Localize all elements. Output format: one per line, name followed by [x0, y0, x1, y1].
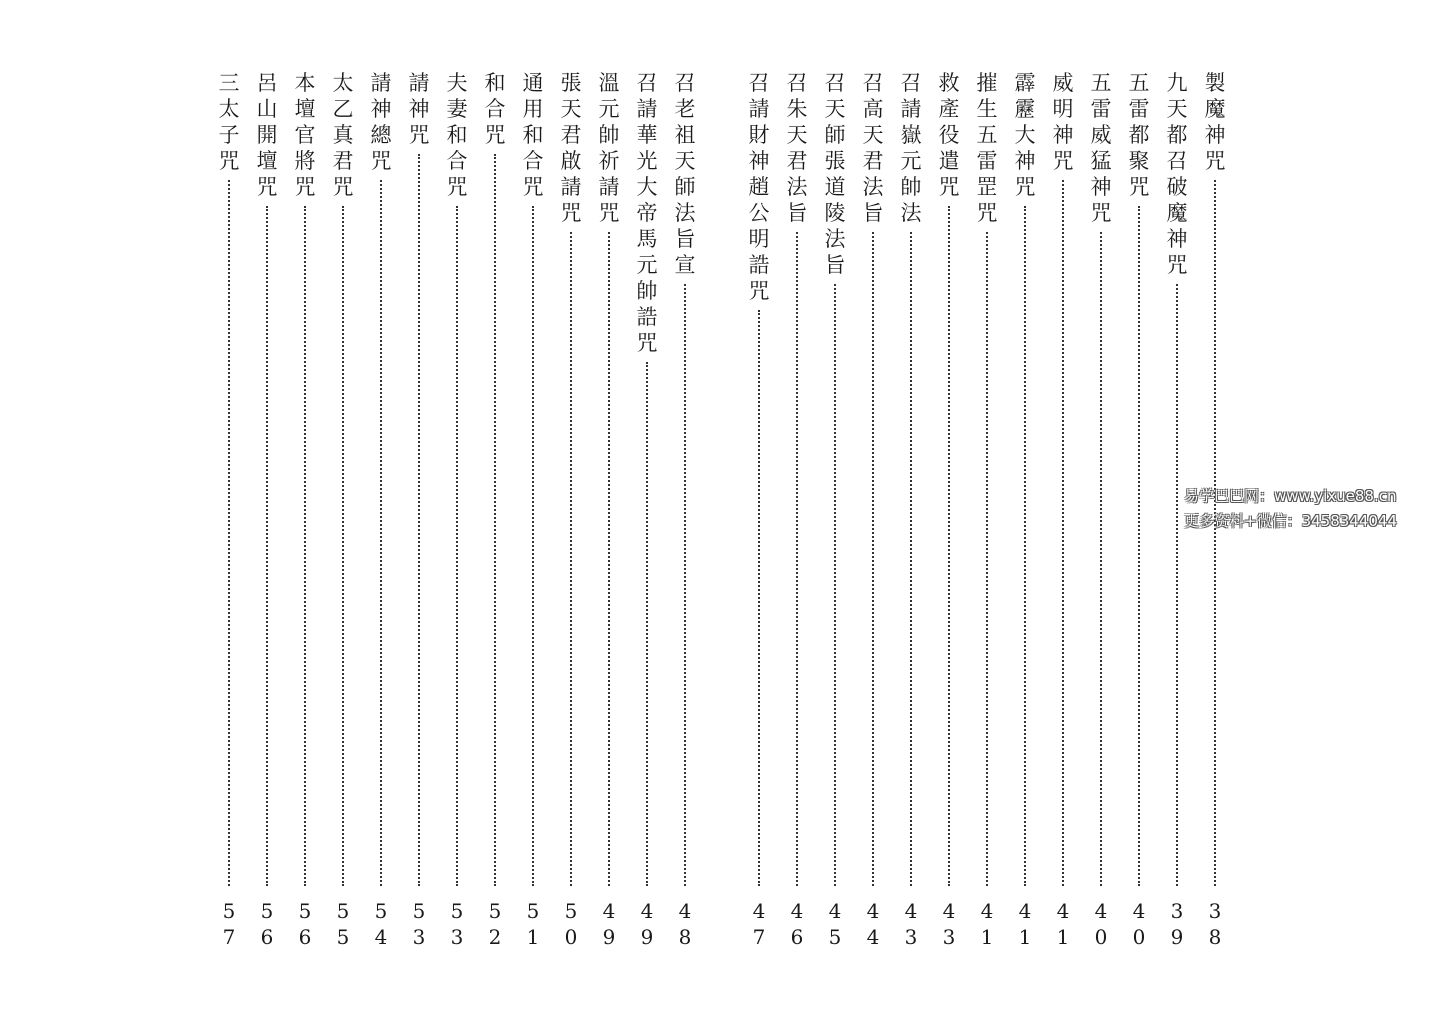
toc-entry	[518, 70, 548, 950]
toc-entry-title: 張 天 君 啟 請 咒	[560, 71, 582, 225]
toc-entry-title: 五 雷 都 聚 咒	[1128, 71, 1150, 199]
toc-entry-page-number: 3 8	[1208, 899, 1222, 949]
toc-entry-page-number: 3 9	[1170, 899, 1184, 949]
toc-entry	[858, 70, 888, 950]
toc-dot-leader	[380, 180, 382, 886]
toc-dot-leader	[758, 310, 760, 886]
toc-dot-leader	[342, 206, 344, 886]
toc-entry	[1124, 70, 1154, 950]
toc-entry-title: 召 請 華 光 大 帝 馬 元 帥 誥 咒	[636, 71, 658, 355]
toc-entry-page-number: 4 9	[602, 899, 616, 949]
toc-entry	[480, 70, 510, 950]
toc-entry	[1010, 70, 1040, 950]
toc-dot-leader	[570, 232, 572, 886]
toc-dot-leader	[872, 232, 874, 886]
toc-entry-page-number: 4 9	[640, 899, 654, 949]
toc-entry-title: 摧 生 五 雷 罡 咒	[976, 71, 998, 225]
toc-entry-page-number: 4 5	[828, 899, 842, 949]
toc-entry-title: 呂 山 開 壇 咒	[256, 71, 278, 199]
toc-entry-page-number: 4 6	[790, 899, 804, 949]
watermark-site: 易学巴巴网：www.yixue88.cn	[1184, 487, 1397, 505]
toc-entry-title: 召 朱 天 君 法 旨	[786, 71, 808, 225]
toc-entry-page-number: 5 6	[298, 899, 312, 949]
toc-dot-leader	[1024, 206, 1026, 886]
toc-entry-title: 和 合 咒	[484, 71, 506, 147]
toc-entry	[366, 70, 396, 950]
toc-entry	[556, 70, 586, 950]
toc-entry	[290, 70, 320, 950]
toc-entry	[1162, 70, 1192, 950]
toc-entry-title: 霹 靂 大 神 咒	[1014, 71, 1036, 199]
toc-entry	[670, 70, 700, 950]
toc-entry-page-number: 4 4	[866, 899, 880, 949]
toc-entry-page-number: 5 0	[564, 899, 578, 949]
toc-entry	[252, 70, 282, 950]
toc-entry	[896, 70, 926, 950]
watermark-contact: 更多资料+微信：3458344044	[1184, 512, 1398, 530]
toc-entry-page-number: 4 1	[1056, 899, 1070, 949]
toc-dot-leader	[948, 206, 950, 886]
toc-entry-page-number: 5 6	[260, 899, 274, 949]
toc-entry-title: 本 壇 官 將 咒	[294, 71, 316, 199]
toc-entry	[328, 70, 358, 950]
toc-entry	[632, 70, 662, 950]
toc-entry-page-number: 5 5	[336, 899, 350, 949]
toc-dot-leader	[228, 180, 230, 886]
toc-entry	[1200, 70, 1230, 950]
toc-dot-leader	[532, 206, 534, 886]
toc-entry	[594, 70, 624, 950]
toc-entry-title: 通 用 和 合 咒	[522, 71, 544, 199]
toc-dot-leader	[910, 232, 912, 886]
toc-dot-leader	[456, 206, 458, 886]
toc-dot-leader	[684, 284, 686, 886]
toc-entry	[820, 70, 850, 950]
toc-dot-leader	[494, 154, 496, 886]
toc-entry-page-number: 4 3	[904, 899, 918, 949]
toc-entry	[934, 70, 964, 950]
toc-entry	[744, 70, 774, 950]
toc-dot-leader	[1100, 232, 1102, 886]
toc-dot-leader	[834, 284, 836, 886]
toc-entry-page-number: 5 3	[450, 899, 464, 949]
toc-entry-title: 三 太 子 咒	[218, 71, 240, 173]
toc-entry-title: 召 高 天 君 法 旨	[862, 71, 884, 225]
toc-dot-leader	[1176, 284, 1178, 886]
toc-entry-title: 召 請 財 神 趙 公 明 誥 咒	[748, 71, 770, 303]
toc-entry	[404, 70, 434, 950]
toc-dot-leader	[266, 206, 268, 886]
toc-dot-leader	[608, 232, 610, 886]
toc-entry-page-number: 4 8	[678, 899, 692, 949]
toc-entry-page-number: 5 7	[222, 899, 236, 949]
toc-entry	[972, 70, 1002, 950]
toc-entry-title: 召 老 祖 天 師 法 旨 宣	[674, 71, 696, 277]
toc-entry-title: 製 魔 神 咒	[1204, 71, 1226, 173]
toc-entry-title: 召 請 嶽 元 帥 法	[900, 71, 922, 225]
toc-dot-leader	[646, 362, 648, 886]
toc-dot-leader	[796, 232, 798, 886]
toc-entry-title: 夫 妻 和 合 咒	[446, 71, 468, 199]
toc-entry-title: 召 天 師 張 道 陵 法 旨	[824, 71, 846, 277]
toc-entry-page-number: 4 7	[752, 899, 766, 949]
toc-entry-title: 九 天 都 召 破 魔 神 咒	[1166, 71, 1188, 277]
toc-entry-title: 請 神 總 咒	[370, 71, 392, 173]
toc-entry-title: 太 乙 真 君 咒	[332, 71, 354, 199]
toc-entry-page-number: 4 1	[1018, 899, 1032, 949]
toc-entry-title: 威 明 神 咒	[1052, 71, 1074, 173]
toc-entry	[1048, 70, 1078, 950]
toc-entry-page-number: 4 0	[1094, 899, 1108, 949]
toc-entry-title: 溫 元 帥 祈 請 咒	[598, 71, 620, 225]
toc-dot-leader	[986, 232, 988, 886]
toc-entry-title: 救 產 役 遣 咒	[938, 71, 960, 199]
toc-entry-page-number: 5 4	[374, 899, 388, 949]
toc-entry	[214, 70, 244, 950]
toc-entry	[442, 70, 472, 950]
toc-entry-title: 請 神 咒	[408, 71, 430, 147]
toc-dot-leader	[1138, 206, 1140, 886]
toc-entry	[1086, 70, 1116, 950]
toc-dot-leader	[1214, 180, 1216, 886]
toc-entry-page-number: 5 1	[526, 899, 540, 949]
toc-entry-title: 五 雷 威 猛 神 咒	[1090, 71, 1112, 225]
toc-entry-page-number: 4 0	[1132, 899, 1146, 949]
toc-entry	[782, 70, 812, 950]
toc-entry-page-number: 4 1	[980, 899, 994, 949]
toc-entry-page-number: 5 2	[488, 899, 502, 949]
toc-entry-page-number: 5 3	[412, 899, 426, 949]
toc-dot-leader	[304, 206, 306, 886]
toc-entry-page-number: 4 3	[942, 899, 956, 949]
toc-dot-leader	[418, 154, 420, 886]
toc-dot-leader	[1062, 180, 1064, 886]
